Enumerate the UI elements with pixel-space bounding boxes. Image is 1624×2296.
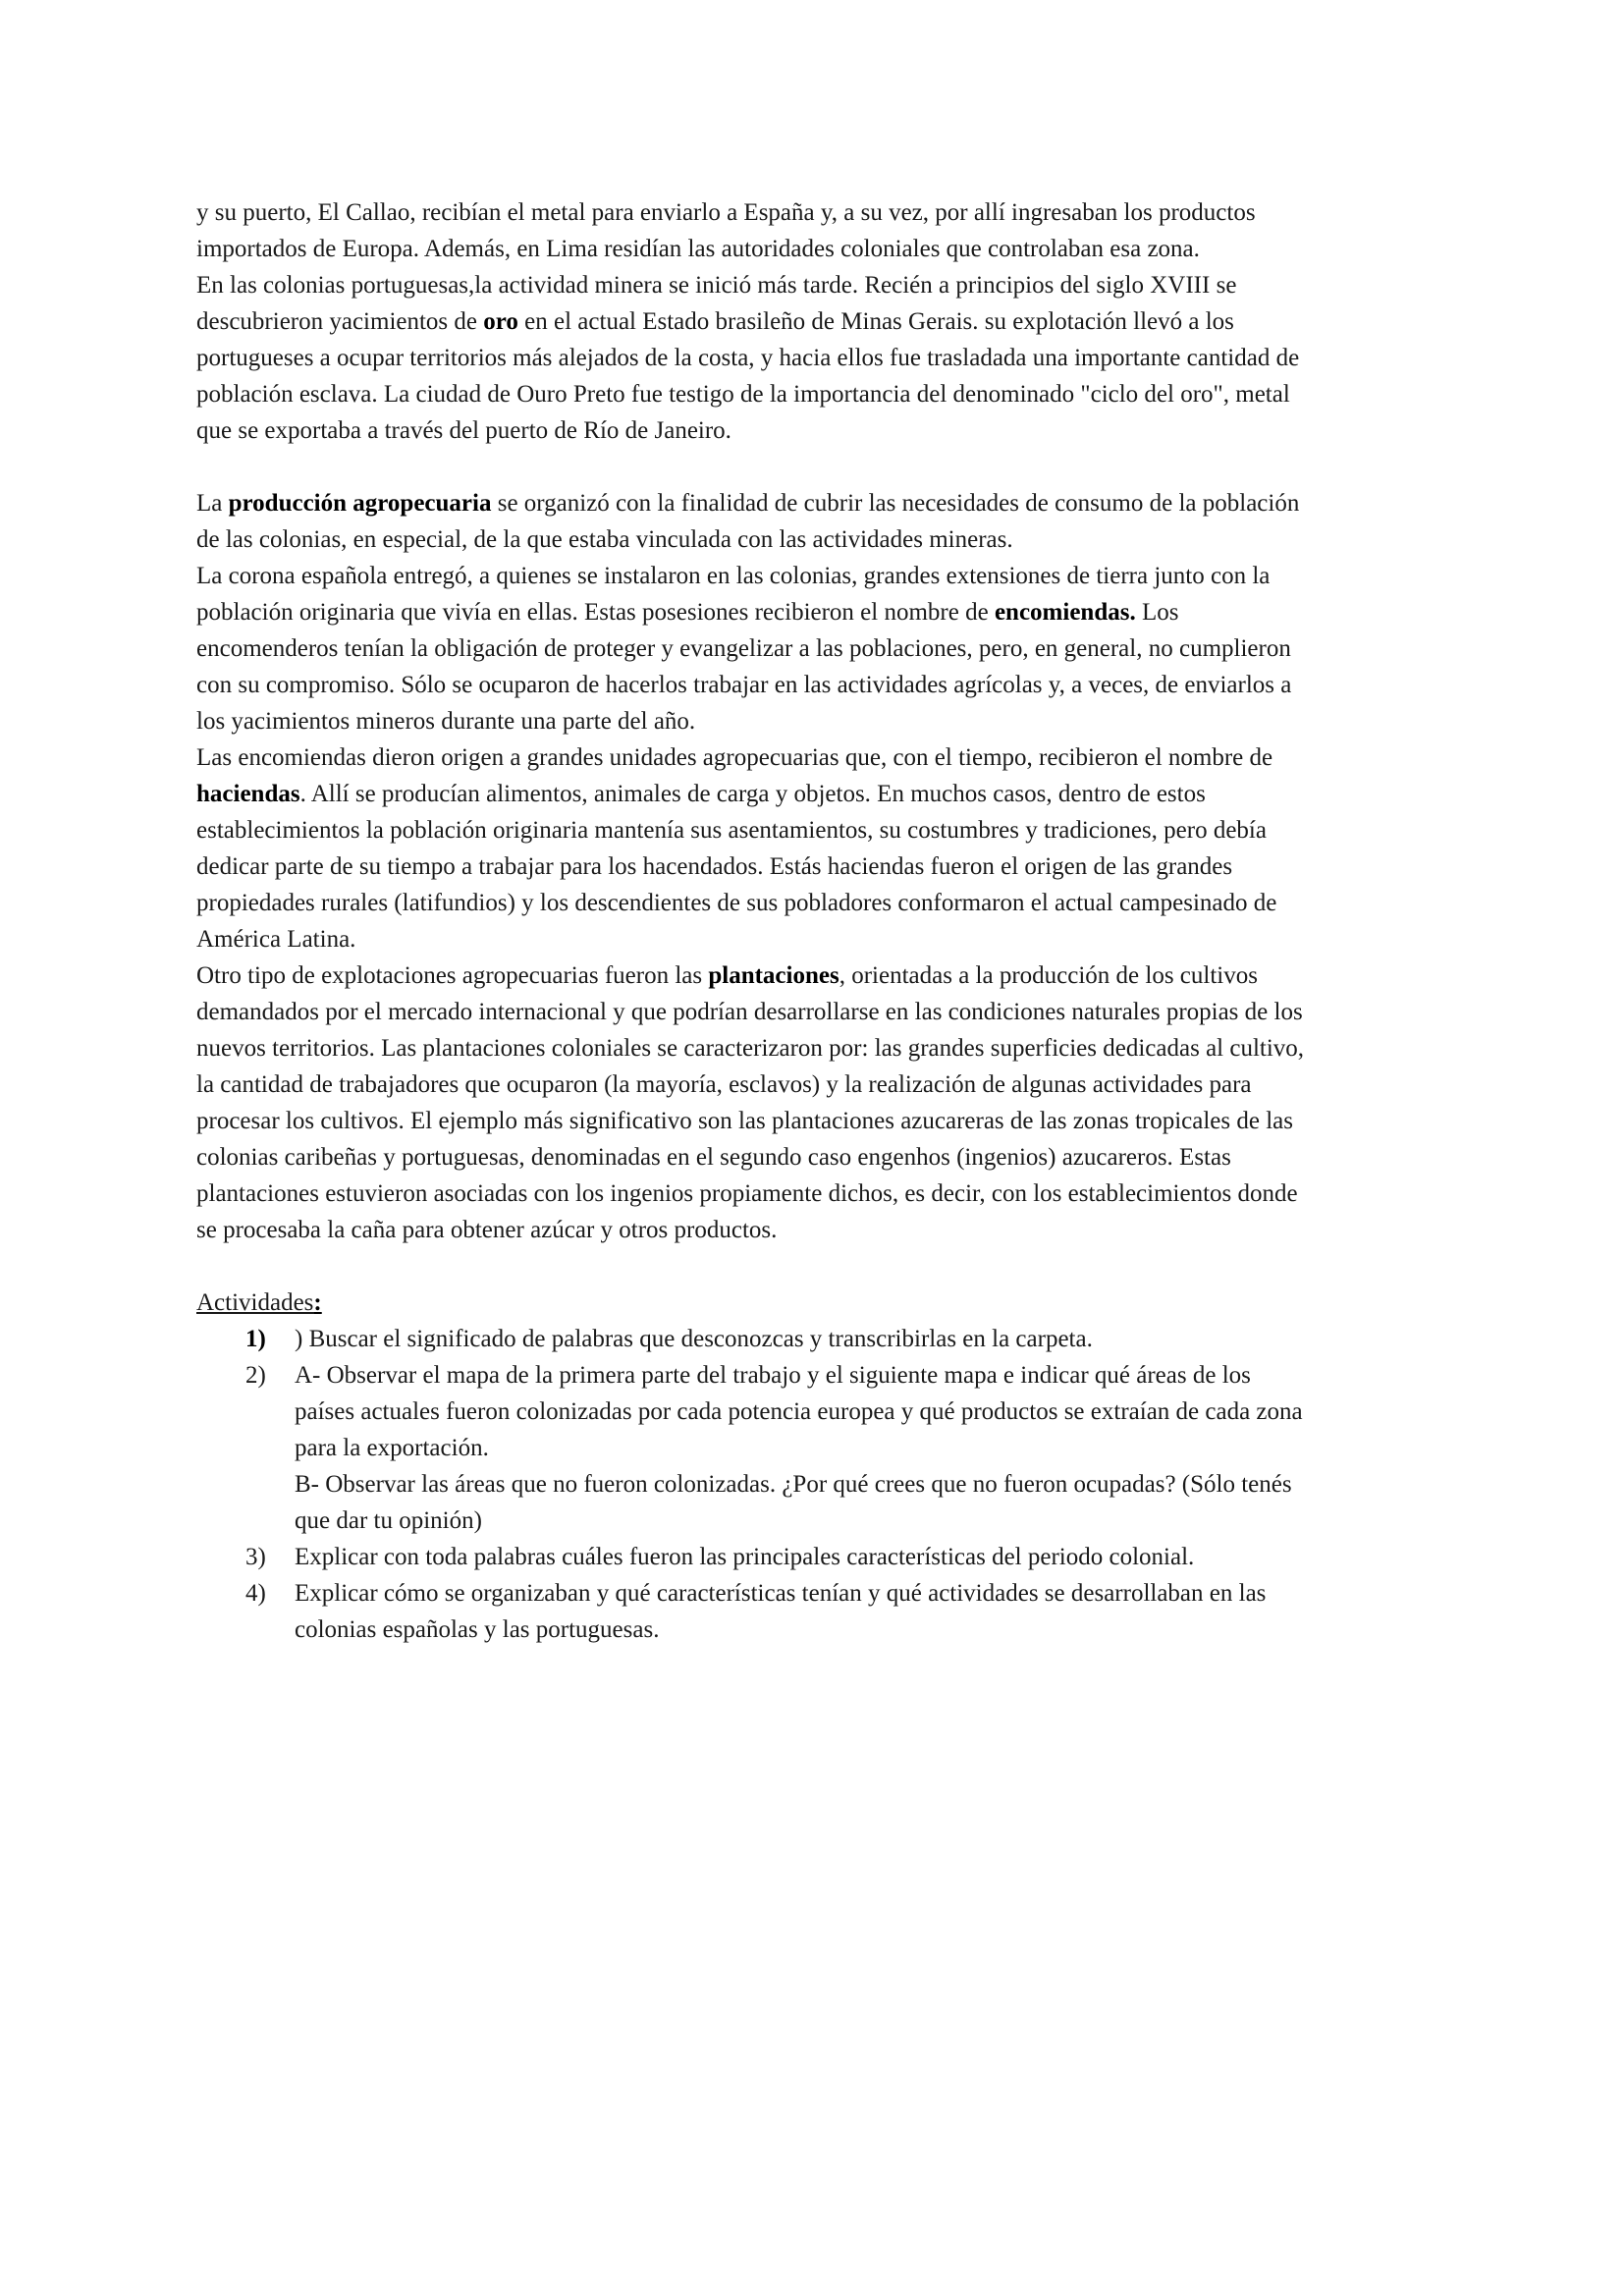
text-line: colonias caribeñas y portuguesas, denominadas en el segundo caso engenhos (ingenios) azucareros. Estas <box>196 1144 1231 1171</box>
activity-item-3 <box>196 1539 1434 1575</box>
activity-number: 1) <box>245 1326 266 1352</box>
text-line: demandados por el mercado internacional y que podrían desarrollarse en las condiciones naturales propias de los <box>196 999 1303 1025</box>
bold-term-oro: oro <box>483 308 518 335</box>
activity-number: 4) <box>245 1580 266 1607</box>
activity-line: Explicar con toda palabras cuáles fueron las principales características del periodo colonial. <box>295 1544 1195 1570</box>
activity-number: 3) <box>245 1544 266 1570</box>
text-line: dedicar parte de su tiempo a trabajar para los hacendados. Estás haciendas fueron el origen de las grandes <box>196 853 1233 880</box>
activity-number: 2) <box>245 1362 266 1389</box>
bold-term-plantaciones: plantaciones <box>708 962 839 989</box>
activity-item-2 <box>196 1357 1434 1539</box>
activity-line: Explicar cómo se organizaban y qué características tenían y qué actividades se desarrollaban en las <box>295 1580 1267 1607</box>
activity-line: que dar tu opinión) <box>295 1507 482 1534</box>
text-line: se procesaba la caña para obtener azúcar y otros productos. <box>196 1217 778 1243</box>
activity-item-1 <box>196 1321 1434 1357</box>
activity-line: B- Observar las áreas que no fueron colonizadas. ¿Por qué crees que no fueron ocupadas? (Sólo tenés <box>295 1471 1292 1498</box>
text-line: propiedades rurales (latifundios) y los descendientes de sus pobladores conformaron el actual campesinado de <box>196 890 1277 916</box>
bold-term-encomiendas: encomiendas. <box>994 599 1136 626</box>
text-span: Otro tipo de explotaciones agropecuarias fueron las <box>196 962 709 989</box>
text-line: portugueses a ocupar territorios más alejados de la costa, y hacia ellos fue trasladada una importante cantidad de <box>196 345 1300 371</box>
text-span: descubrieron yacimientos de <box>196 308 484 335</box>
text-line: que se exportaba a través del puerto de Río de Janeiro. <box>196 417 731 444</box>
text-line: importados de Europa. Además, en Lima residían las autoridades coloniales que controlaban esa zona. <box>196 236 1200 262</box>
paragraph-agriculture <box>196 485 1434 1248</box>
bold-term-haciendas: haciendas <box>196 781 300 807</box>
text-line <box>196 485 1434 521</box>
activity-line: ) Buscar el significado de palabras que desconozcas y transcribirlas en la carpeta. <box>295 1326 1093 1352</box>
document-page <box>196 194 1434 1648</box>
text-line <box>196 594 1434 630</box>
text-line: encomenderos tenían la obligación de proteger y evangelizar a las poblaciones, pero, en general, no cumplieron <box>196 635 1291 662</box>
text-line <box>196 776 1434 812</box>
text-line <box>196 303 1434 340</box>
paragraph-gap <box>196 1248 1434 1285</box>
text-line: establecimientos la población originaria mantenía sus asentamientos, su costumbres y tradiciones, pero debía <box>196 817 1267 844</box>
text-line: plantaciones estuvieron asociadas con los ingenios propiamente dichos, es decir, con los establecimientos donde <box>196 1180 1298 1207</box>
activity-item-4 <box>196 1575 1434 1648</box>
text-span: . Allí se producían alimentos, animales de carga y objetos. En muchos casos, dentro de estos <box>299 781 1206 807</box>
text-line: procesar los cultivos. El ejemplo más significativo son las plantaciones azucareras de las zonas tropicales de las <box>196 1108 1293 1134</box>
text-span: , orientadas a la producción de los cultivos <box>839 962 1258 989</box>
bold-term-produccion-agropecuaria: producción agropecuaria <box>228 490 492 517</box>
text-span: Los <box>1135 599 1179 626</box>
text-line: nuevos territorios. Las plantaciones coloniales se caracterizaron por: las grandes superficies dedicadas al cultivo, <box>196 1035 1305 1062</box>
activity-line: colonias españolas y las portuguesas. <box>295 1616 660 1643</box>
activities-title: Actividades <box>196 1289 314 1316</box>
activity-line: países actuales fueron colonizadas por cada potencia europea y qué productos se extraían de cada zona <box>295 1398 1303 1425</box>
text-span: se organizó con la finalidad de cubrir las necesidades de consumo de la población <box>491 490 1300 517</box>
text-line: población esclava. La ciudad de Ouro Preto fue testigo de la importancia del denominado "ciclo del oro", metal <box>196 381 1290 408</box>
paragraph-mining <box>196 194 1434 449</box>
text-line: América Latina. <box>196 926 356 953</box>
text-line <box>196 957 1434 994</box>
activities-colon: : <box>313 1289 322 1316</box>
text-line: En las colonias portuguesas,la actividad minera se inició más tarde. Recién a principios del siglo XVIII se <box>196 272 1237 299</box>
text-span: población originaria que vivía en ellas. Estas posesiones recibieron el nombre de <box>196 599 995 626</box>
activities-heading <box>196 1285 1434 1321</box>
text-line: Las encomiendas dieron origen a grandes unidades agropecuarias que, con el tiempo, recibieron el nombre de <box>196 744 1273 771</box>
text-line: La corona española entregó, a quienes se instalaron en las colonias, grandes extensiones de tierra junto con la <box>196 563 1271 589</box>
text-line: con su compromiso. Sólo se ocuparon de hacerlos trabajar en las actividades agrícolas y, a veces, de enviarlos a <box>196 672 1292 698</box>
text-line: los yacimientos mineros durante una parte del año. <box>196 708 696 735</box>
activities-section <box>196 1285 1434 1648</box>
activity-line: para la exportación. <box>295 1435 489 1461</box>
text-span: La <box>196 490 229 517</box>
text-span: en el actual Estado brasileño de Minas Gerais. su explotación llevó a los <box>517 308 1234 335</box>
activity-line: A- Observar el mapa de la primera parte del trabajo y el siguiente mapa e indicar qué áreas de los <box>295 1362 1251 1389</box>
paragraph-gap <box>196 449 1434 485</box>
text-line: la cantidad de trabajadores que ocuparon (la mayoría, esclavos) y la realización de algunas actividades para <box>196 1071 1252 1098</box>
text-line: y su puerto, El Callao, recibían el metal para enviarlo a España y, a su vez, por allí ingresaban los productos <box>196 199 1256 226</box>
text-line: de las colonias, en especial, de la que estaba vinculada con las actividades mineras. <box>196 526 1013 553</box>
